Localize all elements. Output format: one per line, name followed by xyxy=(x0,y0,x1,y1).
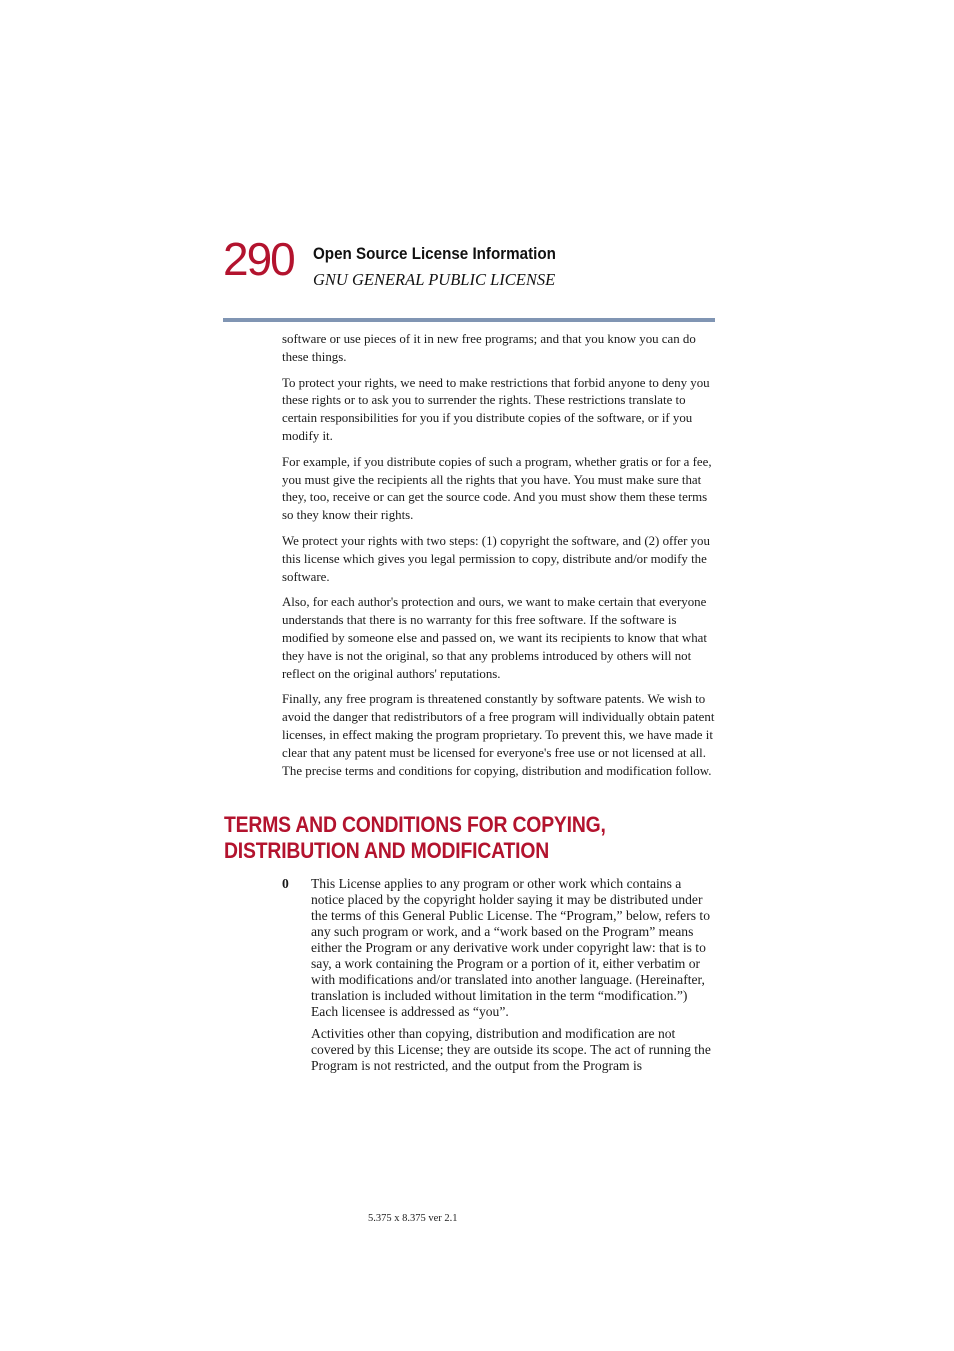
body-paragraph: Finally, any free program is threatened constantly by software patents. We wish to avoid the danger that redistributors of a free program will individually obtain patent licenses, in effect making the program proprietary. To prevent this, we have made it clear that any patent must be licensed for everyone's free use or not licensed at all. The precise terms and conditions for copying, distribution and modification follow. xyxy=(282,692,715,778)
footer-version: 5.375 x 8.375 ver 2.1 xyxy=(368,1213,458,1224)
body-paragraph: We protect your rights with two steps: (1) copyright the software, and (2) offer you this license which gives you legal permission to copy, distribute and/or modify the software. xyxy=(282,533,710,584)
section-subtitle: GNU GENERAL PUBLIC LICENSE xyxy=(313,270,556,289)
list-marker: 0 xyxy=(282,876,289,891)
page-number: 290 xyxy=(223,233,294,285)
terms-list xyxy=(282,876,716,1080)
list-item-paragraph: Activities other than copying, distribution and modification are not covered by this License; they are outside its scope. The act of running the Program is not restricted, and the output from the Program is xyxy=(311,1026,711,1073)
header-rule xyxy=(223,318,715,322)
body-paragraph: For example, if you distribute copies of such a program, whether gratis or for a fee, you must give the recipients all the rights that you have. You must make sure that they, too, receive or can get the source code. And you must show them these terms so they know their rights. xyxy=(282,454,712,523)
body-paragraph: To protect your rights, we need to make restrictions that forbid anyone to deny you these rights or to ask you to surrender the rights. These restrictions translate to certain responsibilities for you if you distribute copies of the software, or if you modify it. xyxy=(282,375,710,443)
list-item-paragraph: This License applies to any program or other work which contains a notice placed by the copyright holder saying it may be distributed under the terms of this General Public License. The “Program,” below, refers to any such program or work, and a “work based on the Program” means either the Program or any derivative work under copyright law: that is to say, a work containing the Program or a portion of it, either verbatim or with modifications and/or translated into another language. (Hereinafter, translation is included without limitation in the term “modification.”) Each licensee is addressed as “you”. xyxy=(311,876,710,1019)
chapter-title: Open Source License Information xyxy=(313,245,556,263)
section-heading: TERMS AND CONDITIONS FOR COPYING, DISTRIBUTION AND MODIFICATION xyxy=(224,812,606,863)
body-paragraph: Also, for each author's protection and ours, we want to make certain that everyone understands that there is no warranty for this free software. If the software is modified by someone else and passed on, we want its recipients to know that what they have is not the original, so that any problems introduced by others will not reflect on the original authors' reputations. xyxy=(282,595,707,681)
body-text xyxy=(282,331,716,788)
body-paragraph: software or use pieces of it in new free programs; and that you know you can do these things. xyxy=(282,332,696,364)
list-item xyxy=(282,876,716,1074)
